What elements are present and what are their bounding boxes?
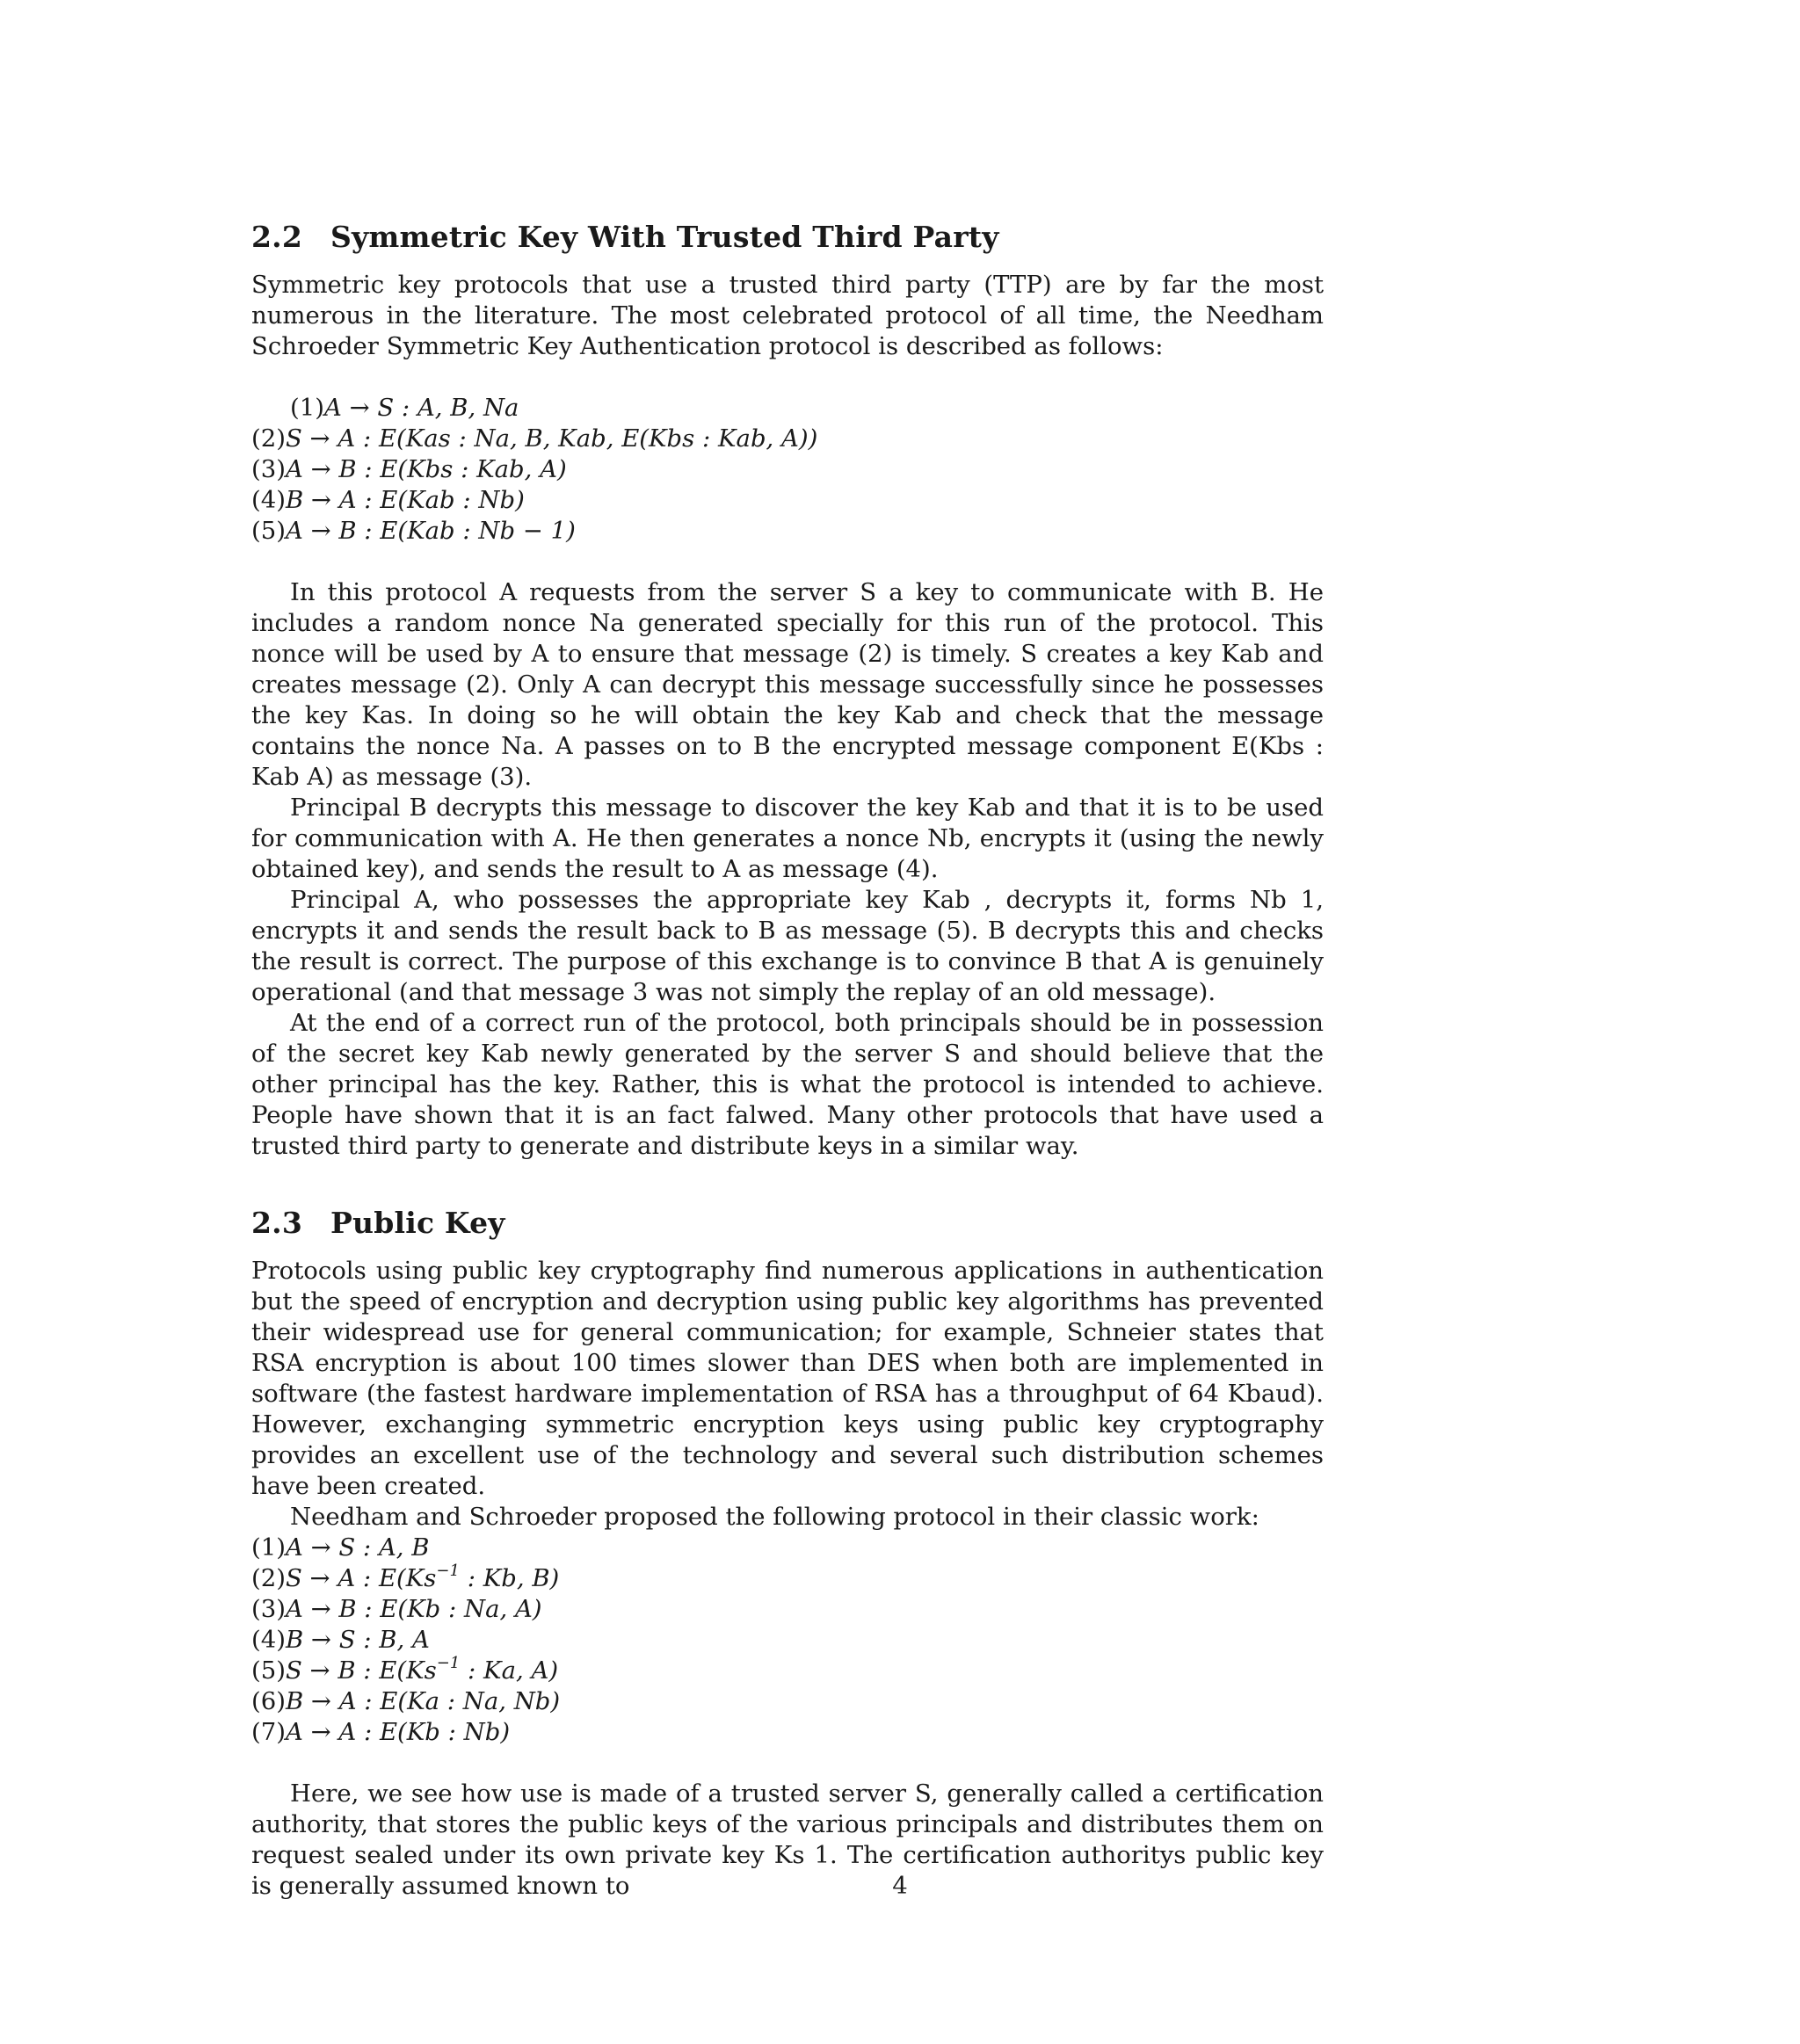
protocol-step: (1)A → S : A, B <box>251 1533 430 1562</box>
paragraph: In this protocol A requests from the server S a key to communicate with B. He includes a random nonce Na generated specially for this run of the protocol. This nonce will be used by A to ensure that message (2) is timely. S creates a key Kab and creates message (2). Only A can decrypt this message successfully since he possesses the key Kas. In doing so he will obtain the key Kab and check that the message contains the nonce Na. A passes on to B the encrypted message component E(Kbs : Kab A) as message (3). <box>251 578 1324 791</box>
paragraph: Principal A, who possesses the appropriate key Kab , decrypts it, forms Nb 1, encrypts it and sends the result back to B as message (5). B decrypts this and checks the result is correct. The purpose of this exchange is to convince B that A is genuinely operational (and that message 3 was not simply the replay of an old message). <box>251 886 1324 1006</box>
protocol-step: (3)A → B : E(Kb : Na, A) <box>251 1595 542 1623</box>
section-2-2-intro: Symmetric key protocols that use a trusted third party (TTP) are by far the most numerous in the literature. The most celebrated protocol of all time, the Needham Schroeder Symmetric Key Authentication protocol is described as follows: <box>251 271 1324 360</box>
protocol-step: (5)A → B : E(Kab : Nb − 1) <box>251 517 576 545</box>
needham-schroeder-public-key-protocol <box>251 1533 1324 1748</box>
protocol-step: (3)A → B : E(Kbs : Kab, A) <box>251 455 567 483</box>
section-number: 2.3 <box>251 1206 303 1240</box>
protocol-step: (2)S → A : E(Kas : Na, B, Kab, E(Kbs : Kab, A)) <box>251 424 818 453</box>
paper-page <box>251 220 1324 1902</box>
needham-schroeder-symmetric-protocol <box>251 393 1324 547</box>
protocol-step: (2)S → A : $E(Ks^{-1}$ : Kb, B) <box>251 1561 560 1592</box>
section-2-3-heading <box>251 1206 1324 1241</box>
section-2-3-intro: Protocols using public key cryptography find numerous applications in authentication but the speed of encryption and decryption using public key algorithms has prevented their widespread use for general communication; for example, Schneier states that RSA encryption is about 100 times slower than DES when both are implemented in software (the fastest hardware implementation of RSA has a throughput of 64 Kbaud). However, exchanging symmetric encryption keys using public key cryptography provides an excellent use of the technology and several such distribution schemes have been created. <box>251 1257 1324 1500</box>
protocol-step: (5)S → B : $E(Ks^{-1}$ : Ka, A) <box>251 1653 559 1685</box>
paragraph: Needham and Schroeder proposed the following protocol in their classic work: <box>290 1503 1259 1531</box>
paragraph: Principal B decrypts this message to discover the key Kab and that it is to be used for communication with A. He then generates a nonce Nb, encrypts it (using the newly obtained key), and sends the result to A as message (4). <box>251 794 1324 883</box>
page-number: 4 <box>892 1872 908 1900</box>
section-2-2-heading <box>251 220 1324 255</box>
paragraph: At the end of a correct run of the protocol, both principals should be in possession of the secret key Kab newly generated by the server S and should believe that the other principal has the key. Rather, this is what the protocol is intended to achieve. People have shown that it is an fact falwed. Many other protocols that have used a trusted third party to generate and distribute keys in a similar way. <box>251 1009 1324 1160</box>
protocol-step: (4)B → A : E(Kab : Nb) <box>251 486 525 514</box>
section-title: Public Key <box>330 1206 505 1240</box>
protocol-step: (4)B → S : B, A <box>251 1626 430 1654</box>
section-number: 2.2 <box>251 220 303 254</box>
protocol-step: (1)A → S : A, B, Na <box>290 394 519 422</box>
paragraph: Here, we see how use is made of a trusted server S, generally called a certification authority, that stores the public keys of the various principals and distributes them on request sealed under its own private key Ks 1. The certification authoritys public key is generally assumed known to <box>251 1779 1324 1900</box>
section-title: Symmetric Key With Trusted Third Party <box>330 220 999 254</box>
protocol-step: (7)A → A : E(Kb : Nb) <box>251 1718 511 1746</box>
protocol-step: (6)B → A : E(Ka : Na, Nb) <box>251 1687 561 1715</box>
